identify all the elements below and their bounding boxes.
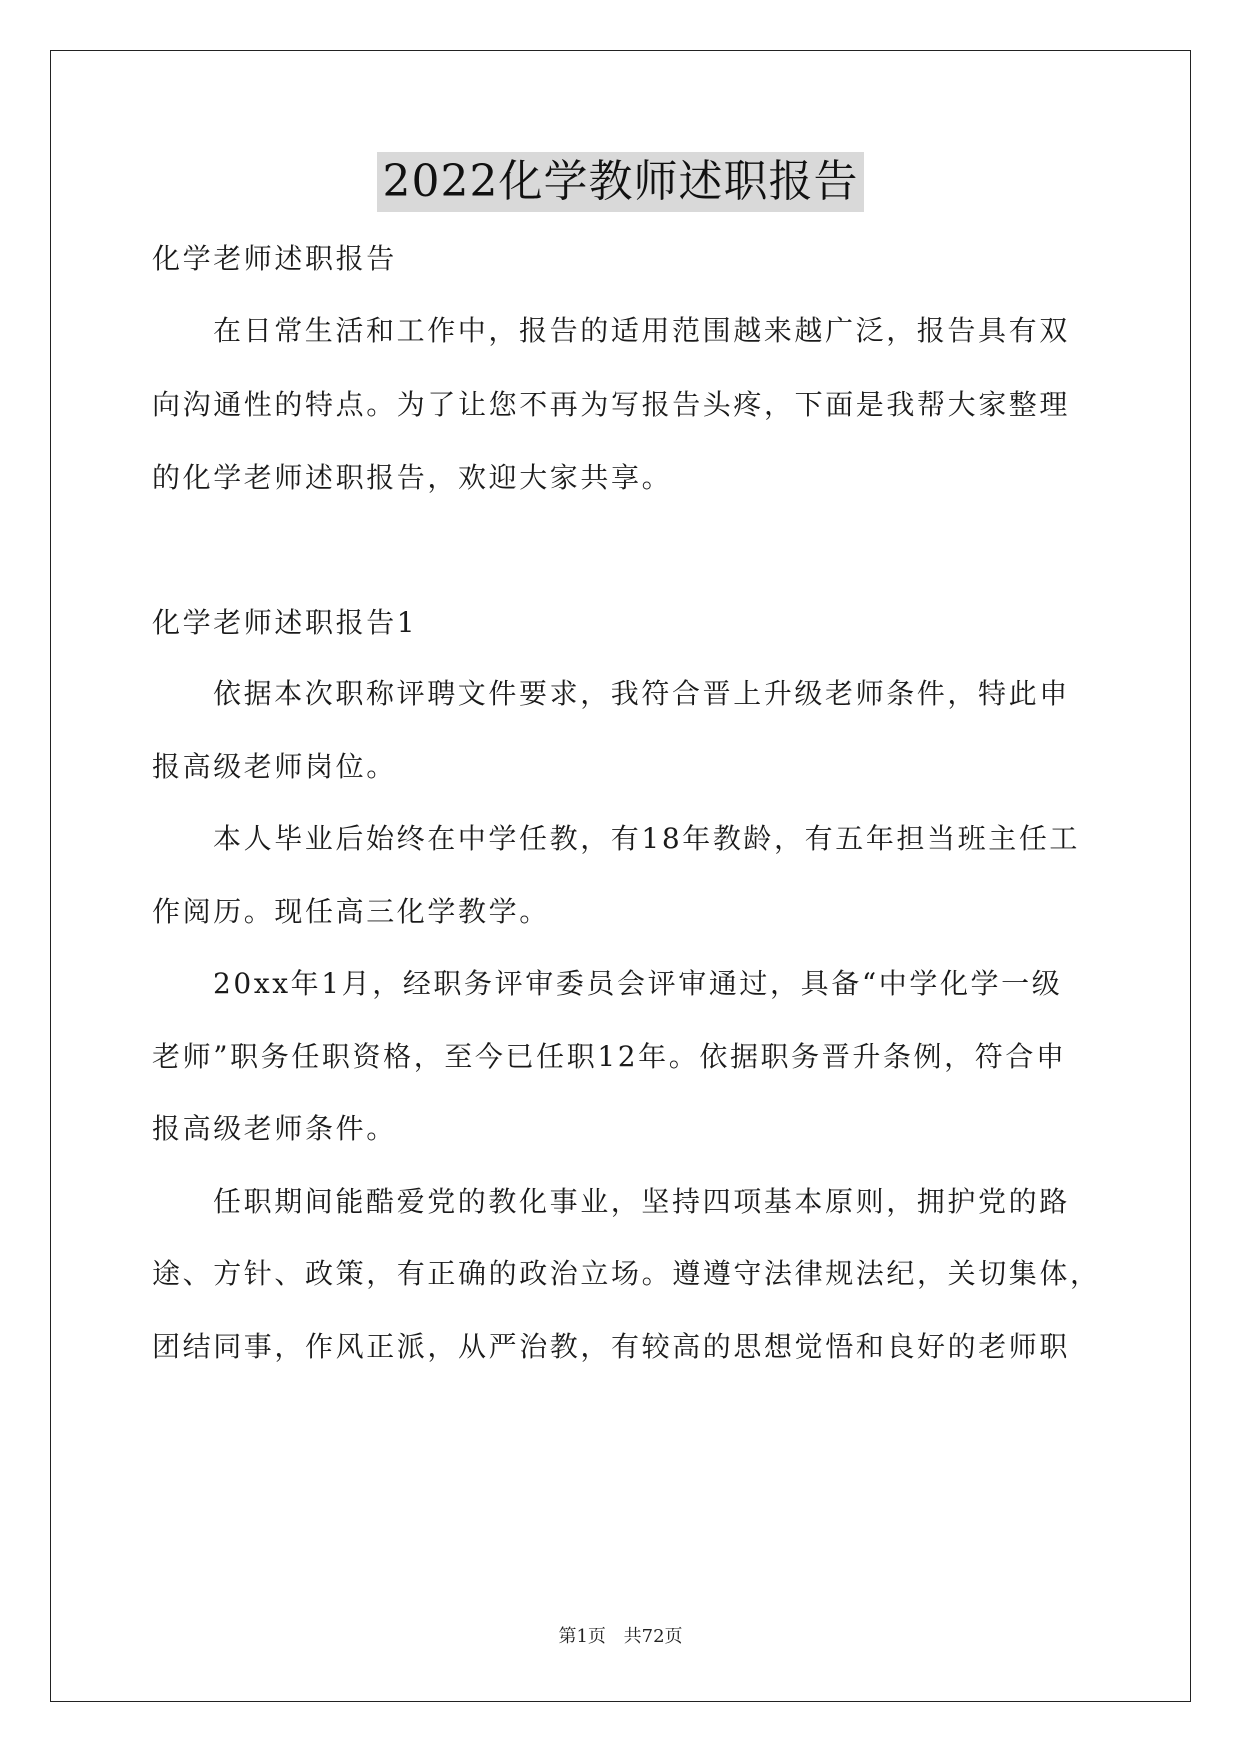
section-heading: 化学老师述职报告 — [152, 242, 397, 275]
paragraph-line: 20xx年1月，经职务评审委员会评审通过，具备“中学化学一级 — [213, 967, 1063, 1000]
paragraph-line: 的化学老师述职报告，欢迎大家共享。 — [152, 461, 673, 494]
title-container — [0, 152, 1241, 212]
document-title: 2022化学教师述职报告 — [377, 152, 865, 212]
page-footer — [0, 1626, 1241, 1648]
paragraph-line: 途、方针、政策，有正确的政治立场。遵遵守法律规法纪，关切集体， — [152, 1257, 1101, 1290]
paragraph-line: 在日常生活和工作中，报告的适用范围越来越广泛，报告具有双 — [213, 314, 1070, 347]
paragraph-line: 报高级老师岗位。 — [152, 750, 397, 783]
paragraph-line: 团结同事，作风正派，从严治教，有较高的思想觉悟和良好的老师职 — [152, 1330, 1071, 1363]
paragraph-line: 任职期间能酷爱党的教化事业，坚持四项基本原则，拥护党的路 — [213, 1185, 1070, 1218]
paragraph-line: 作阅历。现任高三化学教学。 — [152, 895, 550, 928]
page-border — [50, 50, 1191, 1702]
page-number: 第1页 — [558, 1626, 606, 1647]
paragraph-line: 报高级老师条件。 — [152, 1112, 397, 1145]
section-heading: 化学老师述职报告1 — [152, 606, 418, 639]
page-total: 共72页 — [623, 1626, 683, 1647]
paragraph-line: 依据本次职称评聘文件要求，我符合晋上升级老师条件，特此申 — [213, 677, 1070, 710]
paragraph-line: 老师”职务任职资格，至今已任职12年。依据职务晋升条例，符合申 — [152, 1040, 1067, 1073]
paragraph-line: 本人毕业后始终在中学任教，有18年教龄，有五年担当班主任工 — [213, 822, 1081, 855]
paragraph-line: 向沟通性的特点。为了让您不再为写报告头疼，下面是我帮大家整理 — [152, 388, 1071, 421]
